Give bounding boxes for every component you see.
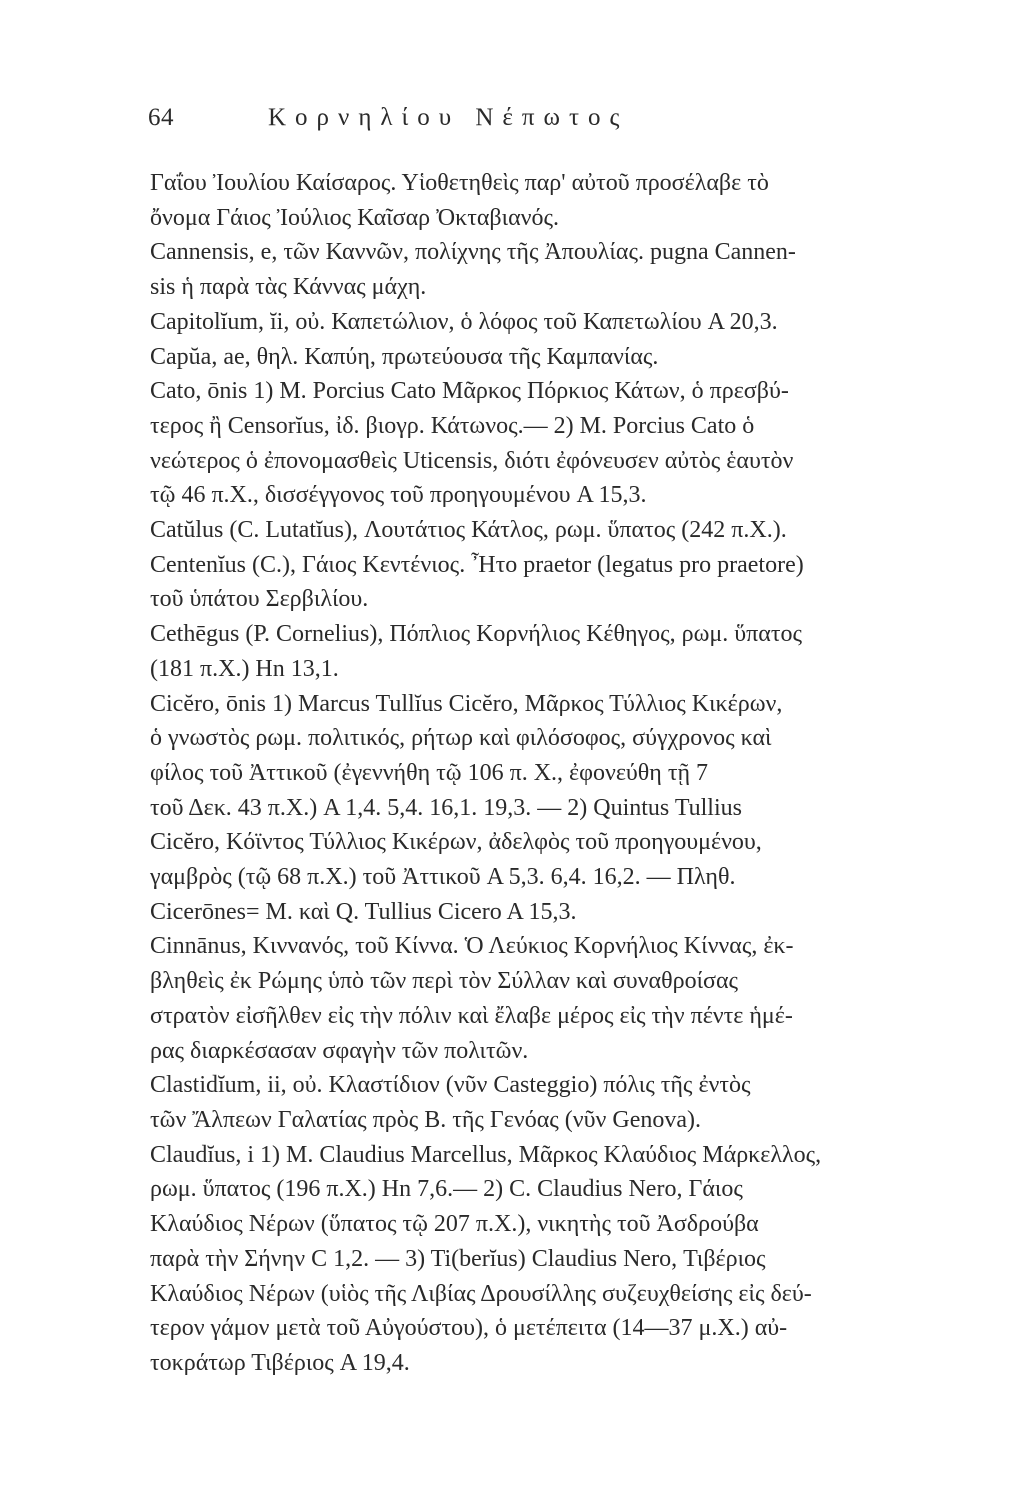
entry-line: Γαΐου Ἰουλίου Καίσαρος. Υἱοθετηθεὶς παρ' αὐτοῦ προσέλαβε τὸ [150, 170, 769, 196]
entry-line: γαμβρὸς (τῷ 68 π.Χ.) τοῦ Ἀττικοῦ A 5,3. 6,4. 16,2. — Πληθ. [150, 864, 736, 891]
entry-line: Cato, ōnis 1) M. Porcius Cato Μᾶρκος Πόρκιος Κάτων, ὁ πρεσβύ- [150, 378, 789, 405]
entry-line: ὄνομα Γάιος Ἰούλιος Καῖσαρ Ὀκταβιανός. [150, 204, 560, 231]
entry-line: Κλαύδιος Νέρων (ὕπατος τῷ 207 π.Χ.), νικητὴς τοῦ Ἀσδρούβα [150, 1211, 759, 1238]
entry-line: τοκράτωρ Τιβέριος A 19,4. [150, 1349, 410, 1376]
entry-line: Cicerōnes= M. καὶ Q. Tullius Cicero A 15,3. [150, 898, 577, 925]
entry-line: Cicĕro, ōnis 1) Marcus Tullĭus Cicĕro, Μᾶρκος Τύλλιος Κικέρων, [150, 690, 783, 717]
entry-line: Catŭlus (C. Lutatĭus), Λουτάτιος Κάτλος, ρωμ. ὕπατος (242 π.Χ.). [150, 517, 787, 544]
entry-line: τῷ 46 π.Χ., δισσέγγονος τοῦ προηγουμένου A 15,3. [150, 482, 647, 509]
entry-line: στρατὸν εἰσῆλθεν εἰς τὴν πόλιν καὶ ἔλαβε μέρος εἰς τὴν πέντε ἡμέ- [150, 1002, 793, 1029]
glossary-entry [150, 687, 992, 930]
entry-line: Capŭa, ae, θηλ. Καπύη, πρωτεύουσα τῆς Καμπανίας. [150, 343, 659, 370]
entry-line: ρας διαρκέσασαν σφαγὴν τῶν πολιτῶν. [150, 1037, 529, 1064]
glossary-entries [150, 166, 992, 1381]
glossary-entry [150, 235, 992, 304]
glossary-entry [150, 513, 992, 548]
glossary-entry [150, 166, 992, 235]
entry-line: ὁ γνωστὸς ρωμ. πολιτικός, ρήτωρ καὶ φιλόσοφος, σύγχρονος καὶ [150, 725, 772, 752]
glossary-entry [150, 305, 992, 340]
entry-line: νεώτερος ὁ ἐπονομασθεὶς Uticensis, διότι ἐφόνευσεν αὐτὸς ἑαυτὸν [150, 447, 794, 474]
entry-line: Cethēgus (P. Cornelius), Πόπλιος Κορνήλιος Κέθηγος, ρωμ. ὕπατος [150, 621, 803, 648]
entry-line: τοῦ Δεκ. 43 π.Χ.) A 1,4. 5,4. 16,1. 19,3. — 2) Quintus Tullius [150, 794, 742, 821]
entry-line: Κλαύδιος Νέρων (υἱὸς τῆς Λιβίας Δρουσίλλης συζευχθείσης εἰς δεύ- [150, 1280, 812, 1307]
glossary-entry [150, 617, 992, 686]
glossary-entry [150, 340, 992, 375]
entry-line: τοῦ ὑπάτου Σερβιλίου. [150, 586, 369, 613]
entry-line: Capitolĭum, ĭi, οὐ. Καπετώλιον, ὁ λόφος τοῦ Καπετωλίου A 20,3. [150, 308, 778, 335]
entry-line: Cannensis, e, τῶν Καννῶν, πολίχνης τῆς Ἀπουλίας. pugna Cannen- [150, 239, 796, 266]
page-header [148, 104, 868, 140]
entry-line: (181 π.Χ.) Hn 13,1. [150, 655, 339, 682]
entry-line: Claudĭus, i 1) M. Claudius Marcellus, Μᾶρκος Κλαύδιος Μάρκελλος, [150, 1141, 822, 1168]
entry-line: Clastidĭum, ii, οὐ. Κλαστίδιον (νῦν Casteggio) πόλις τῆς ἐντὸς [150, 1072, 751, 1099]
glossary-entry [150, 548, 992, 617]
running-title: Κορνηλίου Νέπωτος [268, 104, 629, 131]
entry-line: ρωμ. ὕπατος (196 π.Χ.) Hn 7,6.— 2) C. Claudius Nero, Γάιος [150, 1176, 743, 1203]
page-number: 64 [148, 104, 174, 131]
glossary-entry [150, 374, 992, 513]
entry-line: sis ἡ παρὰ τὰς Κάννας μάχη. [150, 274, 427, 301]
glossary-entry [150, 1138, 992, 1381]
entry-line: τῶν Ἄλπεων Γαλατίας πρὸς B. τῆς Γενόας (νῦν Genova). [150, 1106, 701, 1133]
entry-line: βληθεὶς ἐκ Ρώμης ὑπὸ τῶν περὶ τὸν Σύλλαν καὶ συναθροίσας [150, 968, 739, 995]
glossary-entry [150, 1068, 992, 1137]
entry-line: Centenĭus (C.), Γάιος Κεντένιος. Ἦτο praetor (legatus pro praetore) [150, 551, 804, 578]
entry-line: Cicĕro, Κόϊντος Τύλλιος Κικέρων, ἀδελφὸς τοῦ προηγουμένου, [150, 829, 762, 856]
entry-line: φίλος τοῦ Ἀττικοῦ (ἐγεννήθη τῷ 106 π. Χ., ἐφονεύθη τῇ 7 [150, 759, 709, 786]
glossary-entry [150, 929, 992, 1068]
entry-line: τερον γάμον μετὰ τοῦ Αὐγούστου), ὁ μετέπειτα (14—37 μ.Χ.) αὐ- [150, 1315, 788, 1342]
entry-line: παρὰ τὴν Σήνην C 1,2. — 3) Ti(berĭus) Claudius Nero, Τιβέριος [150, 1245, 766, 1272]
entry-line: Cinnānus, Κιννανός, τοῦ Κίννα. Ὁ Λεύκιος Κορνήλιος Κίννας, ἐκ- [150, 933, 794, 960]
entry-line: τερος ἢ Censorĭus, ἰδ. βιογρ. Κάτωνος.— 2) M. Porcius Cato ὁ [150, 412, 755, 439]
